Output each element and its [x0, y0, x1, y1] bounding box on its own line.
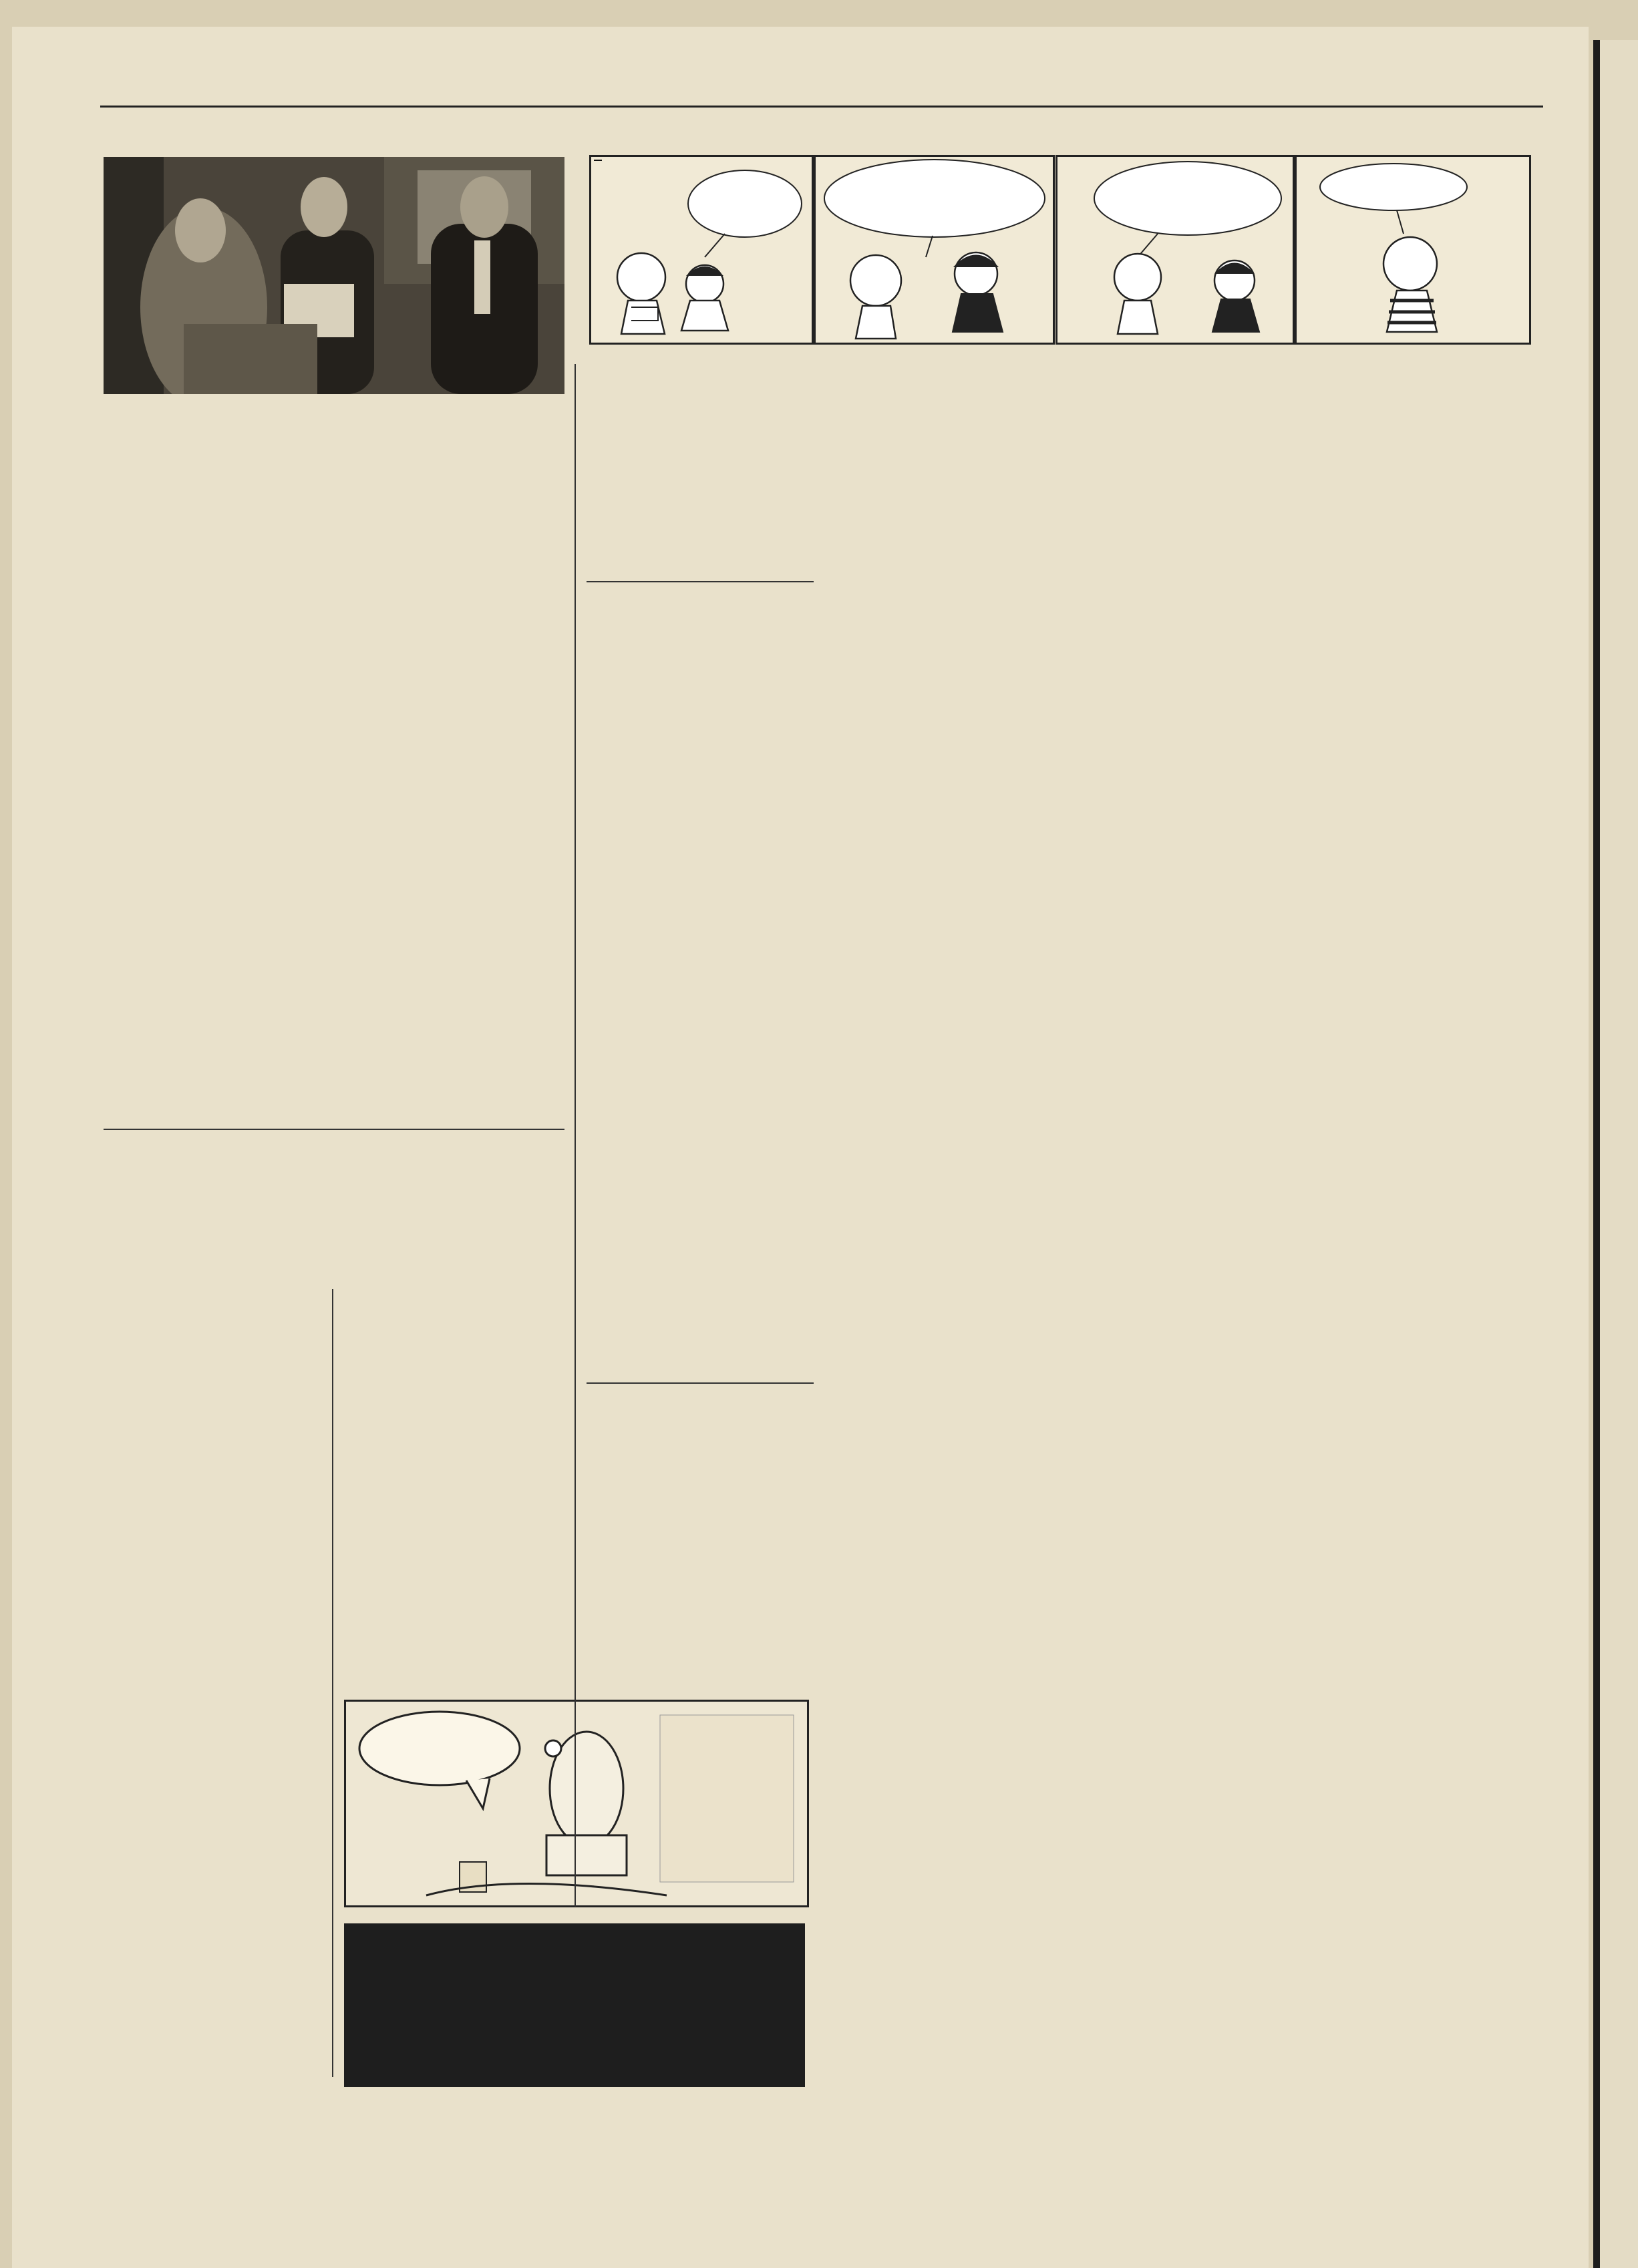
page-header	[100, 67, 1543, 108]
peanuts-drawing	[816, 157, 1053, 343]
batas-advert	[344, 1923, 805, 2087]
column-rule	[332, 1289, 333, 2077]
advert-space-box	[344, 1700, 809, 1907]
divider	[104, 1129, 564, 1130]
peanuts-panel-4	[1295, 155, 1531, 345]
peanuts-panel-1	[589, 155, 814, 345]
photo-image	[104, 157, 564, 394]
column-rule	[575, 364, 576, 1907]
divider	[587, 1382, 814, 1384]
agency-credit	[1060, 177, 1074, 324]
news-photo	[104, 157, 564, 394]
adjacent-page-edge	[1593, 40, 1638, 2268]
cartoon-illustration	[346, 1702, 807, 1905]
peanuts-panel-2	[814, 155, 1055, 345]
peanuts-drawing	[1297, 157, 1529, 343]
peanuts-panel-3	[1055, 155, 1295, 345]
notary-notice	[104, 1326, 327, 1336]
peanuts-drawing	[1057, 157, 1293, 343]
divider	[587, 581, 814, 582]
peanuts-drawing	[591, 157, 812, 343]
